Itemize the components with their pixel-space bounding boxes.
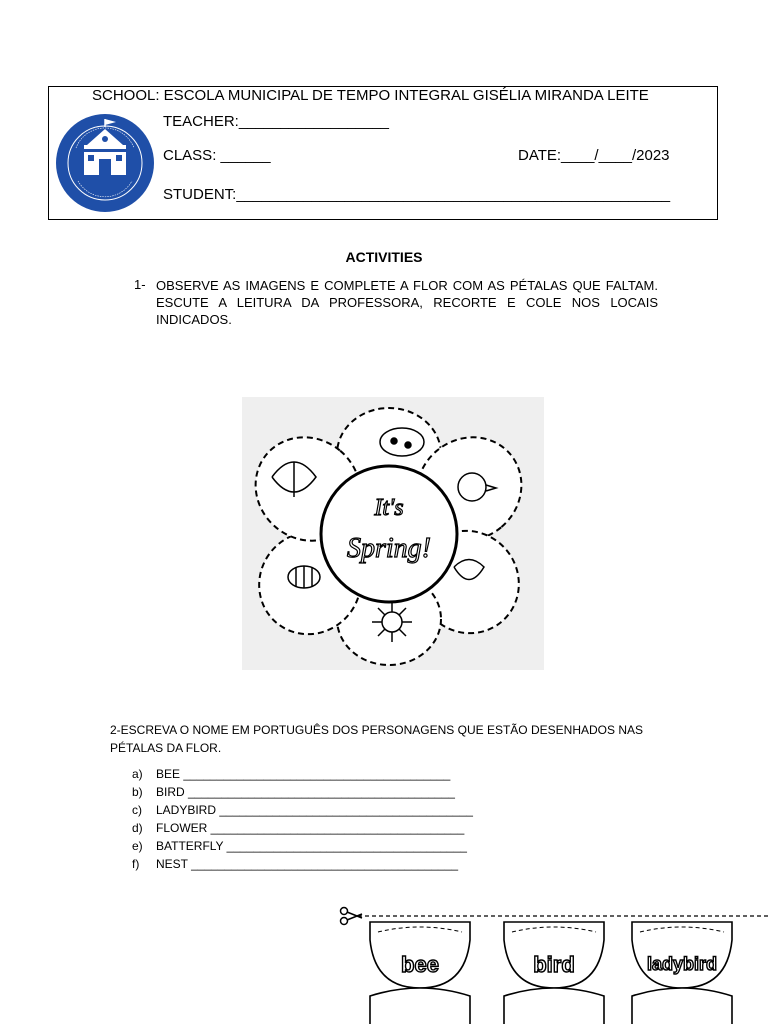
flower-text-line1: It's	[374, 495, 404, 521]
student-field: STUDENT:____________________________________________________	[163, 186, 671, 203]
question-1-number: 1-	[134, 277, 146, 292]
cutout-drawing	[336, 900, 768, 1024]
cutout-petal	[504, 988, 604, 1024]
list-item: f) NEST ________________________________________	[132, 857, 459, 871]
cutout-petal	[632, 988, 732, 1024]
cutout-petals	[336, 900, 768, 1024]
flower-text-line2: Spring!	[347, 533, 431, 564]
cutout-petal	[370, 988, 470, 1024]
answer-list	[132, 765, 473, 873]
question-1-text: OBSERVE AS IMAGENS E COMPLETE A FLOR COM AS PÉTALAS QUE FALTAM. ESCUTE A LEITURA DA PROFESSORA, RECORTE E COLE NOS LOCAIS INDICADOS.	[156, 278, 658, 327]
cutout-label-ladybird: ladybird	[646, 954, 718, 974]
flower-drawing	[242, 397, 544, 670]
class-field: CLASS: ______	[163, 147, 271, 164]
list-item: e) BATTERFLY ____________________________________	[132, 839, 467, 853]
activities-title: ACTIVITIES	[345, 249, 423, 265]
list-item: a) BEE ________________________________________	[132, 767, 451, 781]
school-logo	[54, 113, 156, 213]
school-name: SCHOOL: ESCOLA MUNICIPAL DE TEMPO INTEGRAL GISÉLIA MIRANDA LEITE	[92, 87, 649, 104]
cutout-label-bird: bird	[533, 952, 575, 977]
list-item: d) FLOWER ______________________________________	[132, 821, 465, 835]
date-field: DATE:____/____/2023	[518, 147, 670, 164]
scissors-icon	[341, 908, 363, 925]
question-2-text: 2-ESCREVA O NOME EM PORTUGUÊS DOS PERSONAGENS QUE ESTÃO DESENHADOS NAS PÉTALAS DA FLOR.	[110, 723, 643, 755]
list-item: b) BIRD ________________________________________	[132, 785, 455, 799]
cutout-label-bee: bee	[401, 952, 439, 977]
teacher-field: TEACHER:__________________	[163, 113, 390, 130]
spring-flower-illustration	[242, 397, 544, 670]
list-item: c) LADYBIRD ______________________________________	[132, 803, 473, 817]
